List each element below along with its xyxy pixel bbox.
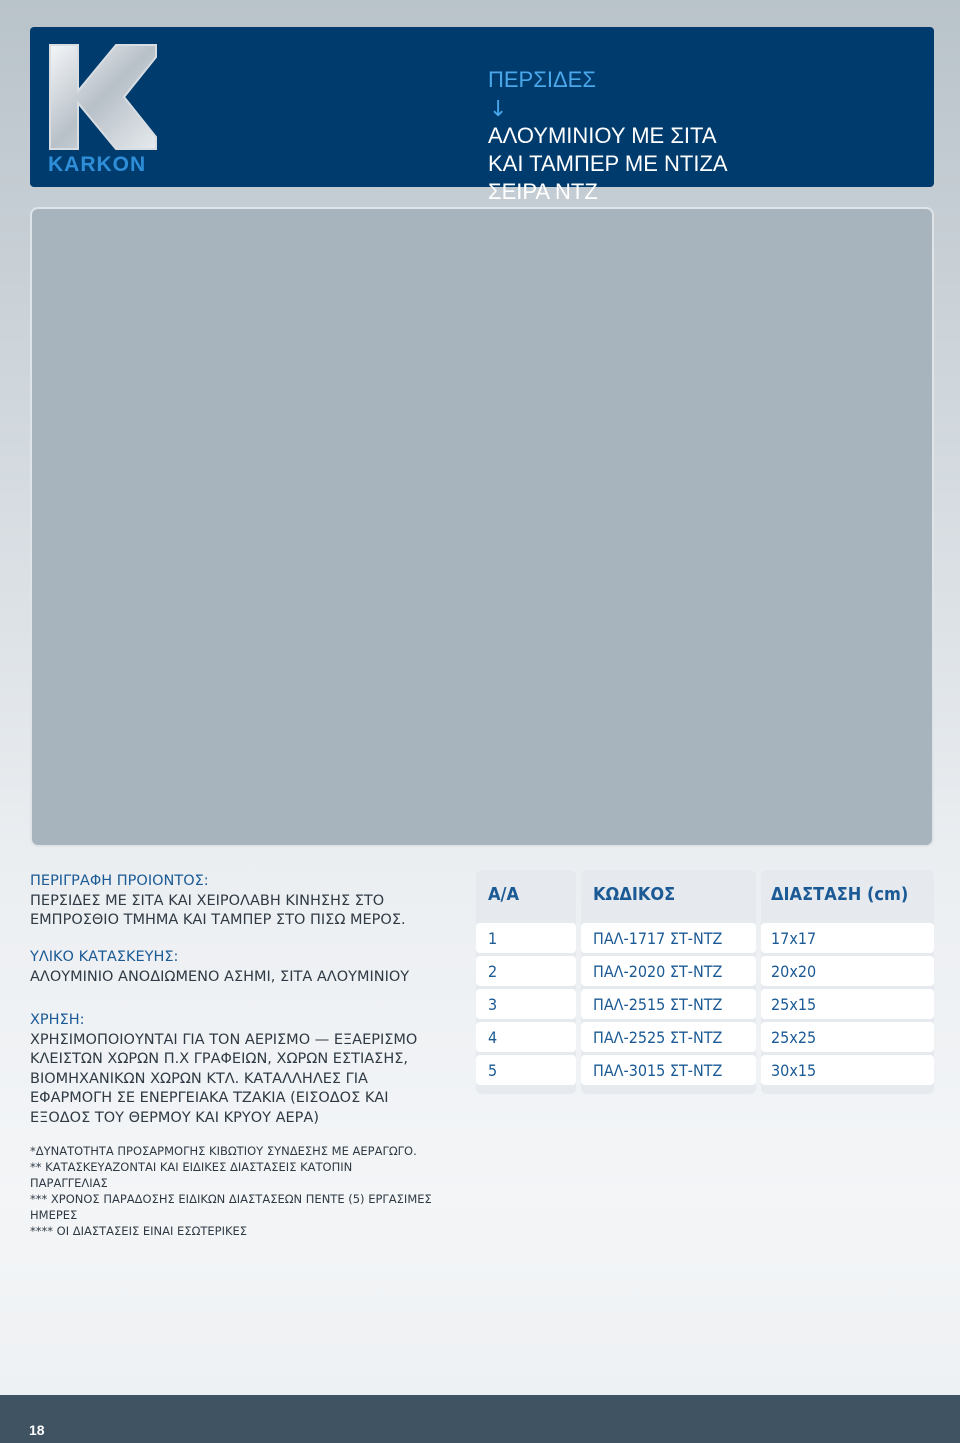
product-heading: ΠΕΡΙΓΡΑΦΗ ΠΡΟΙΟΝΤΟΣ:	[30, 873, 209, 889]
table-cell-code: ΠΑΛ-2515 ΣΤ-ΝΤΖ	[581, 989, 756, 1019]
footnote-line: ΗΜΕΡΕΣ	[30, 1208, 78, 1222]
material-text-line: ΑΛΟΥΜΙΝΙΟ ΑΝΟΔΙΩΜΕΝΟ ΑΣΗΜΙ, ΣΙΤΑ ΑΛΟΥΜΙΝΙΟΥ	[30, 968, 410, 985]
footnote-line: ΠΑΡΑΓΓΕΛΙΑΣ	[30, 1176, 108, 1190]
table-cell-dimension: 30x15	[761, 1055, 934, 1085]
table-cell-code: ΠΑΛ-3015 ΣΤ-ΝΤΖ	[581, 1055, 756, 1085]
use-text-line: ΧΡΗΣΙΜΟΠΟΙΟΥΝΤΑΙ ΓΙΑ ΤΟΝ ΑΕΡΙΣΜΟ — ΕΞΑΕΡΙΣΜΟ	[30, 1031, 418, 1048]
use-heading: ΧΡΗΣΗ:	[30, 1012, 85, 1028]
table-cell-code: ΠΑΛ-1717 ΣΤ-ΝΤΖ	[581, 923, 756, 953]
table-cell-aa: 2	[476, 956, 576, 986]
table-cell-dimension: 25x25	[761, 1022, 934, 1052]
product-image-area	[30, 207, 934, 847]
material-heading: ΥΛΙΚΟ ΚΑΤΑΣΚΕΥΗΣ:	[30, 949, 179, 965]
footnote-line: **** ΟΙ ΔΙΑΣΤΑΣΕΙΣ ΕΙΝΑΙ ΕΣΩΤΕΡΙΚΕΣ	[30, 1224, 248, 1238]
footnote-line: ** ΚΑΤΑΣΚΕΥΑΖΟΝΤΑΙ ΚΑΙ ΕΙΔΙΚΕΣ ΔΙΑΣΤΑΣΕΙΣ ΚΑΤΟΠΙΝ	[30, 1160, 353, 1174]
brand-wordmark: KARKON	[48, 153, 147, 176]
product-text-line: ΠΕΡΣΙΔΕΣ ΜΕ ΣΙΤΑ ΚΑΙ ΧΕΙΡΟΛΑΒΗ ΚΙΝΗΣΗΣ ΣΤΟ	[30, 892, 385, 909]
table-cell-code: ΠΑΛ-2020 ΣΤ-ΝΤΖ	[581, 956, 756, 986]
table-header-aa: Α/Α	[488, 883, 519, 905]
table-cell-dimension: 17x17	[761, 923, 934, 953]
table-cell-code: ΠΑΛ-2525 ΣΤ-ΝΤΖ	[581, 1022, 756, 1052]
category-title: ΠΕΡΣΙΔΕΣ	[488, 67, 596, 92]
description-material	[30, 948, 470, 987]
use-text-line: ΕΞΟΔΟΣ ΤΟΥ ΘΕΡΜΟΥ ΚΑΙ ΚΡΥΟΥ ΑΕΡΑ)	[30, 1109, 319, 1126]
use-text-line: ΚΛΕΙΣΤΩΝ ΧΩΡΩΝ Π.Χ ΓΡΑΦΕΙΩΝ, ΧΩΡΩΝ ΕΣΤΙΑΣΗΣ,	[30, 1051, 409, 1067]
table-header-dimension: ΔΙΑΣΤΑΣΗ (cm)	[771, 883, 909, 905]
table-header-code: ΚΩΔΙΚΟΣ	[593, 883, 676, 905]
footnote-line: *ΔΥΝΑΤΟΤΗΤΑ ΠΡΟΣΑΡΜΟΓΗΣ ΚΙΒΩΤΙΟΥ ΣΥΝΔΕΣΗΣ ΜΕ ΑΕΡΑΓΩΓΟ.	[30, 1144, 417, 1158]
table-cell-aa: 5	[476, 1055, 576, 1085]
table-cell-aa: 3	[476, 989, 576, 1019]
header-banner	[30, 27, 934, 204]
product-text-line: ΕΜΠΡΟΣΘΙΟ ΤΜΗΜΑ ΚΑΙ ΤΑΜΠΕΡ ΣΤΟ ΠΙΣΩ ΜΕΡΟΣ.	[30, 912, 406, 928]
product-title-line-3: ΣΕΙΡΑ ΝΤΖ	[488, 179, 598, 204]
arrow-down-icon: ↓	[489, 97, 508, 122]
use-text-line: ΕΦΑΡΜΟΓΗ ΣΕ ΕΝΕΡΓΕΙΑΚΑ ΤΖΑΚΙΑ (ΕΙΣΟΔΟΣ ΚΑΙ	[30, 1090, 389, 1106]
use-text-line: ΒΙΟΜΗΧΑΝΙΚΩΝ ΧΩΡΩΝ ΚΤΛ. ΚΑΤΑΛΛΗΛΕΣ ΓΙΑ	[30, 1070, 368, 1087]
product-title-line-2: ΚΑΙ ΤΑΜΠΕΡ ΜΕ ΝΤΙΖΑ	[488, 151, 728, 176]
product-title-line-1: ΑΛΟΥΜΙΝΙΟΥ ΜΕ ΣΙΤΑ	[488, 123, 717, 148]
footnotes	[30, 1143, 480, 1239]
table-cell-dimension: 20x20	[761, 956, 934, 986]
description-use	[30, 1011, 470, 1128]
description-product	[30, 872, 470, 931]
footnote-line: *** ΧΡΟΝΟΣ ΠΑΡΑΔΟΣΗΣ ΕΙΔΙΚΩΝ ΔΙΑΣΤΑΣΕΩΝ ΠΕΝΤΕ (5) ΕΡΓΑΣΙΜΕΣ	[30, 1192, 432, 1206]
table-cell-aa: 1	[476, 923, 576, 953]
table-cell-dimension: 25x15	[761, 989, 934, 1019]
table-cell-aa: 4	[476, 1022, 576, 1052]
page-number: 18	[29, 1422, 45, 1438]
